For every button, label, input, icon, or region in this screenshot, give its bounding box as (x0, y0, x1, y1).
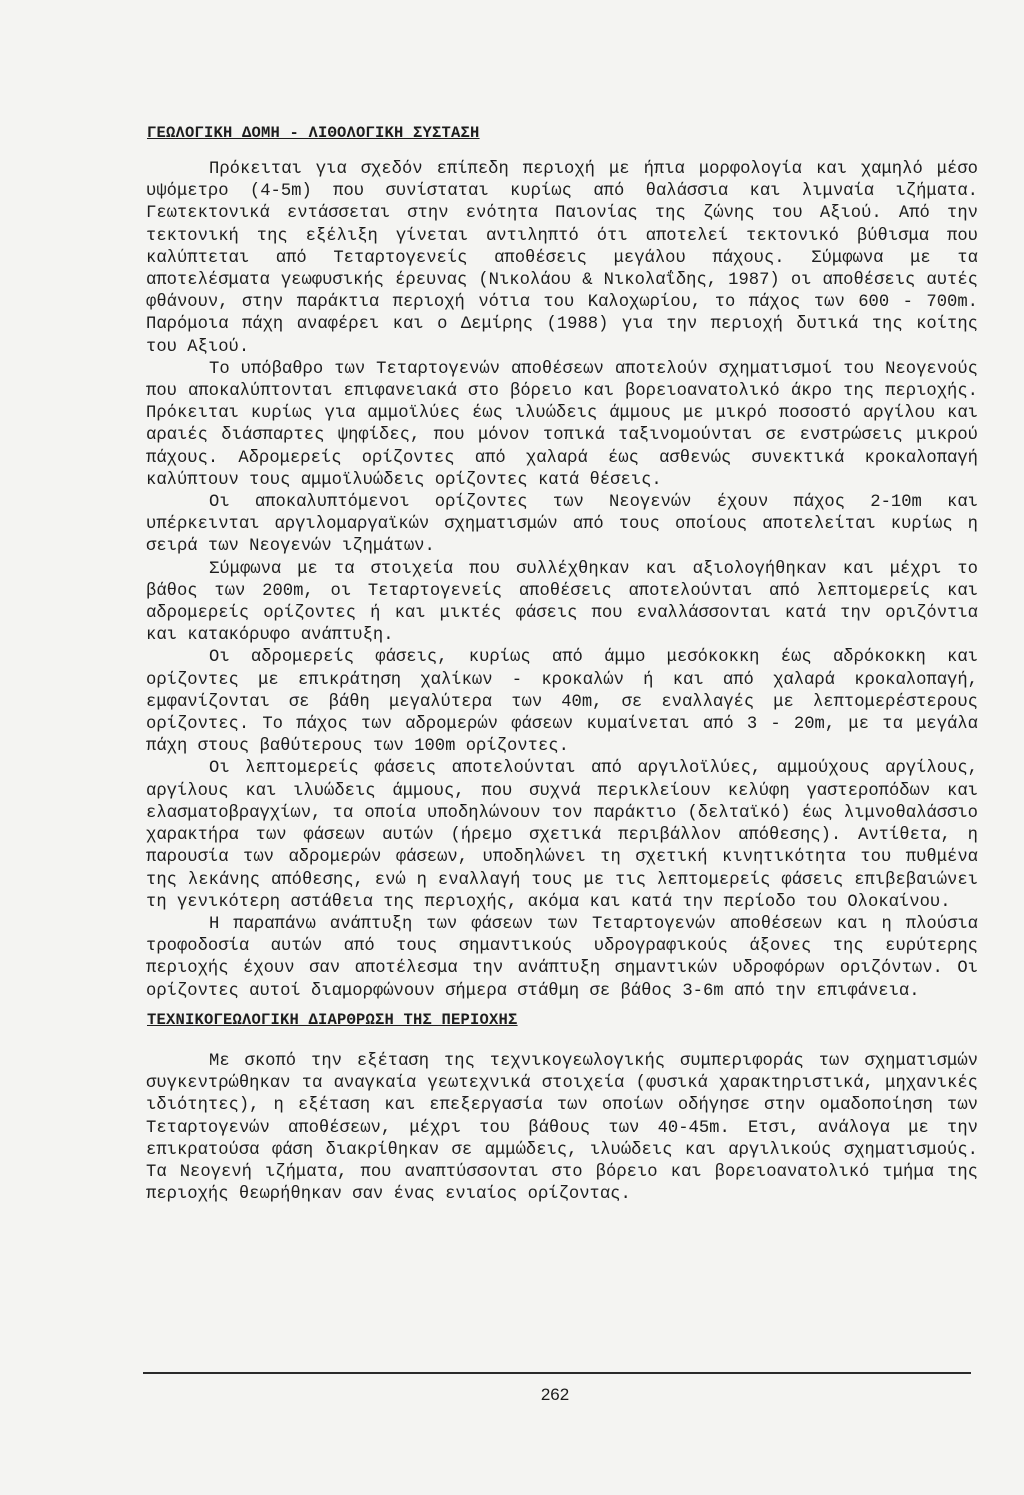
footer-divider (143, 1372, 971, 1374)
paragraph: Πρόκειται για σχεδόν επίπεδη περιοχή με ήπια μορφολογία και χαμηλό μέσο υψόμετρο (4-5m) που συνίσταται κυρίως από θαλάσσια και λιμναία ιζήματα. Γεωτεκτονικά εντάσσεται στην ενότητα Παιονίας της ζώνης του Αξιού. Από την τεκτονική της εξέλιξη γίνεται αντιληπτό ότι αποτελεί τεκτονικό βύθισμα που καλύπτεται από Τεταρτογενείς αποθέσεις μεγάλου πάχους. Σύμφωνα με τα αποτελέσματα γεωφυσικής έρευνας (Νικολάου & Νικολαΐδης, 1987) οι αποθέσεις αυτές φθάνουν, στην παράκτια περιοχή νότια του Καλοχωρίου, το πάχος των 600 - 700m. Παρόμοια πάχη αναφέρει και ο Δεμίρης (1988) για την περιοχή δυτικά της κοίτης του Αξιού. (146, 160, 978, 357)
paragraph: Με σκοπό την εξέταση της τεχνικογεωλογικής συμπεριφοράς των σχηματισμών συγκεντρώθηκαν τα αναγκαία γεωτεχνικά στοιχεία (φυσικά χαρακτηριστικά, μηχανικές ιδιότητες), η εξέταση και επεξεργασία των οποίων οδήγησε στην ομαδοποίηση των Τεταρτογενών αποθέσεων, μέχρι του βάθους των 40-45m. Ετσι, ανάλογα με την επικρατούσα φάση διακρίθηκαν σε αμμώδεις, ιλυώδεις και αργιλικούς σχηματισμούς. Τα Νεογενή ιζήματα, που αναπτύσσονται στο βόρειο και βορειοανατολικό τμήμα της περιοχής θεωρήθηκαν σαν ένας ενιαίος ορίζοντας. (146, 1052, 978, 1205)
paragraph: Σύμφωνα με τα στοιχεία που συλλέχθηκαν και αξιολογήθηκαν και μέχρι το βάθος των 200m, οι Τεταρτογενείς αποθέσεις αποτελούνται από λεπτομερείς και αδρομερείς ορίζοντες ή και μικτές φάσεις που εναλλάσσονται κατά την οριζόντια και κατακόρυφο ανάπτυξη. (146, 559, 978, 646)
section-body-geology (146, 159, 978, 1003)
section-heading-geological-structure: ΓΕΩΛΟΓΙΚΗ ΔΟΜΗ - ΛΙΘΟΛΟΓΙΚΗ ΣΥΣΤΑΣΗ (147, 124, 480, 142)
page-number: 262 (540, 1385, 570, 1404)
paragraph: Η παραπάνω ανάπτυξη των φάσεων των Τεταρτογενών αποθέσεων και η πλούσια τροφοδοσία αυτών από τους σημαντικούς υδρογραφικούς άξονες της ευρύτερης περιοχής έχουν σαν αποτέλεσμα την ανάπτυξη σημαντικών υδροφόρων οριζόντων. Οι ορίζοντες αυτοί διαμορφώνουν σήμερα στάθμη σε βάθος 3-6m από την επιφάνεια. (146, 914, 978, 1001)
section-heading-engineering-geology: ΤΕΧΝΙΚΟΓΕΩΛΟΓΙΚΗ ΔΙΑΡΘΡΩΣΗ ΤΗΣ ΠΕΡΙΟΧΗΣ (147, 1011, 518, 1029)
paragraph: Οι αδρομερείς φάσεις, κυρίως από άμμο μεσόκοκκη έως αδρόκοκκη και ορίζοντες με επικράτηση χαλίκων - κροκαλών ή και από χαλαρά κροκαλοπαγή, εμφανίζονται σε βάθη μεγαλύτερα των 40m, σε εναλλαγές με λεπτομερέστερους ορίζοντες. Το πάχος των αδρομερών φάσεων κυμαίνεται από 3 - 20m, με τα μεγάλα πάχη στους βαθύτερους των 100m ορίζοντες. (146, 648, 978, 757)
paragraph: Οι λεπτομερείς φάσεις αποτελούνται από αργιλοϊλύες, αμμούχους αργίλους, αργίλους και ιλυώδεις άμμους, που συχνά περικλείουν κελύφη γαστεροπόδων και ελασματοβραγχίων, τα οποία υποδηλώνουν τον παράκτιο (δελταϊκό) έως λιμνοθαλάσσιο χαρακτήρα των φάσεων αυτών (ήρεμο σχετικά περιβάλλον απόθεσης). Αντίθετα, η παρουσία των αδρομερών φάσεων, υποδηλώνει τη σχετική κινητικότητα του πυθμένα της λεκάνης απόθεσης, ενώ η εναλλαγή τους με τις λεπτομερείς φάσεις επιβεβαιώνει τη γενικότερη αστάθεια της περιοχής, ακόμα και κατά την περίοδο του Ολοκαίνου. (146, 759, 978, 912)
paragraph: Το υπόβαθρο των Τεταρτογενών αποθέσεων αποτελούν σχηματισμοί του Νεογενούς που αποκαλύπτονται επιφανειακά στο βόρειο και βορειοανατολικό άκρο της περιοχής. Πρόκειται κυρίως για αμμοϊλύες έως ιλυώδεις άμμους με μικρό ποσοστό αργίλου και αραιές διάσπαρτες ψηφίδες, που μόνον τοπικά ταξινομούνται σε ενστρώσεις μικρού πάχους. Αδρομερείς ορίζοντες από χαλαρά έως ασθενώς συνεκτικά κροκαλοπαγή καλύπτουν τους αμμοϊλυώδεις ορίζοντες κατά θέσεις. (146, 359, 978, 490)
section-body-engineering-geology (146, 1051, 978, 1206)
paragraph: Οι αποκαλυπτόμενοι ορίζοντες των Νεογενών έχουν πάχος 2-10m και υπέρκεινται αργιλομαργαϊκών σχηματισμών από τους οποίους αποτελείται κυρίως η σειρά των Νεογενών ιζημάτων. (146, 493, 978, 557)
